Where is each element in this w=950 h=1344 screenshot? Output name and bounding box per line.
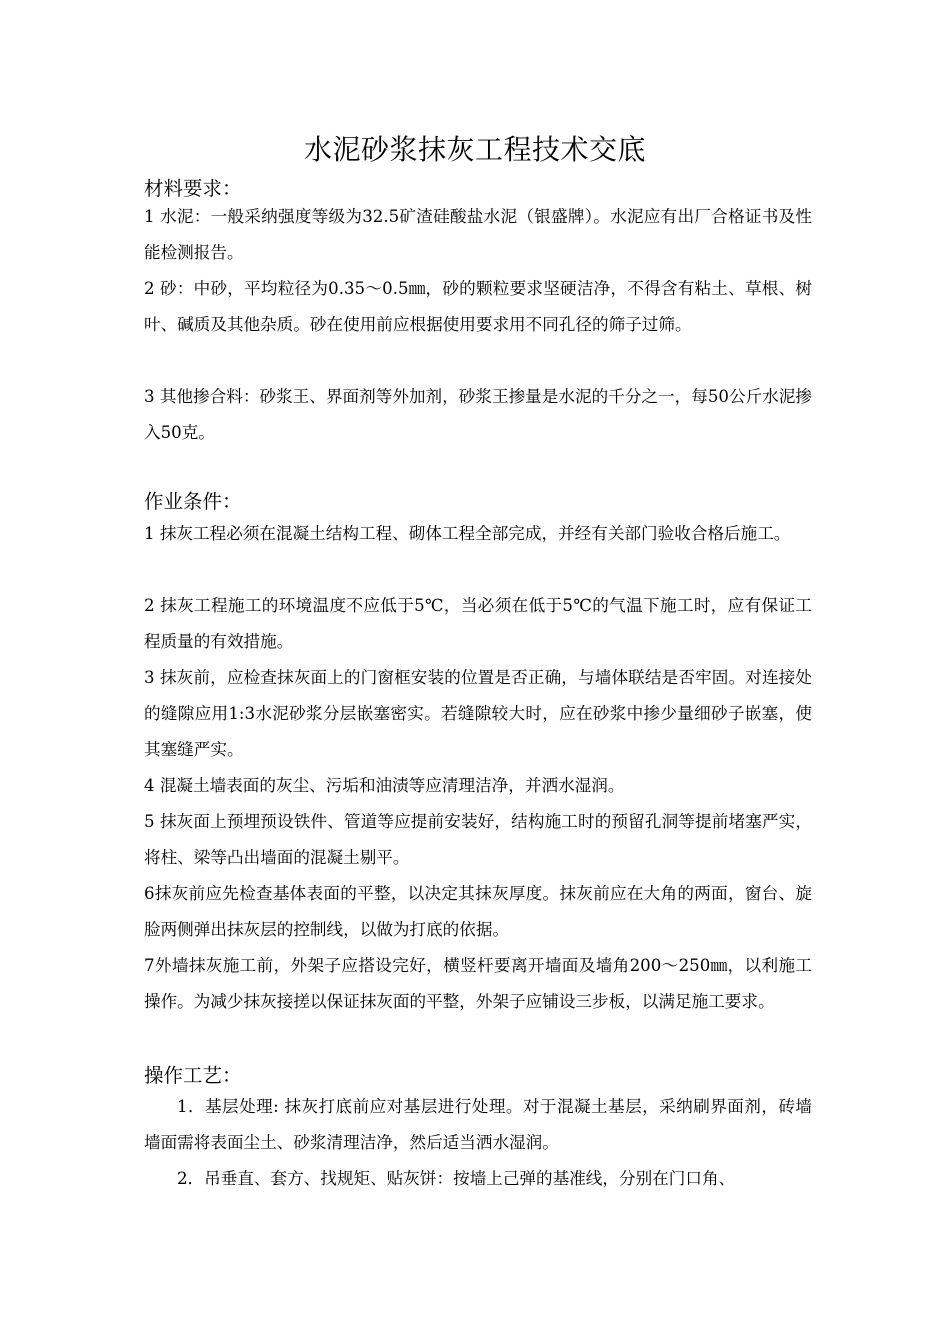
conditions-item-5: 5 抹灰面上预埋预设铁件、管道等应提前安装好，结构施工时的预留孔洞等提前堵塞严实，将柱、梁等凸出墙面的混凝土剔平。: [144, 812, 812, 867]
materials-item-2: 2 砂：中砂，平均粒径为0.35～0.5㎜，砂的颗粒要求坚硬洁净，不得含有粘土、草根、树叶、碱质及其他杂质。砂在使用前应根据使用要求用不同孔径的筛子过筛。: [144, 279, 812, 334]
section-heading-process: 操作工艺：: [144, 1064, 242, 1087]
materials-item-1: 1 水泥：一般采纳强度等级为32.5矿渣硅酸盐水泥（银盛牌）。水泥应有出厂合格证书及性能检测报告。: [144, 207, 812, 262]
conditions-item-1: 1 抹灰工程必须在混凝土结构工程、砌体工程全部完成，并经有关部门验收合格后施工。: [144, 524, 791, 543]
conditions-item-2: 2 抹灰工程施工的环境温度不应低于5℃，当必须在低于5℃的气温下施工时，应有保证工程质量的有效措施。: [144, 596, 812, 651]
section-heading-conditions: 作业条件：: [144, 490, 242, 513]
conditions-item-4: 4 混凝土墙表面的灰尘、污垢和油渍等应清理洁净，并洒水湿润。: [144, 776, 625, 795]
materials-item-3: 3 其他掺合料：砂浆王、界面剂等外加剂，砂浆王掺量是水泥的千分之一，每50公斤水泥掺入50克。: [144, 387, 812, 442]
section-heading-materials: 材料要求：: [144, 177, 242, 200]
process-item-1: 1．基层处理: 抹灰打底前应对基层进行处理。对于混凝土基层，采纳刷界面剂，砖墙墙面需将表面尘土、砂浆清理洁净，然后适当洒水湿润。: [144, 1097, 812, 1152]
document-title: 水泥砂浆抹灰工程技术交底: [303, 133, 646, 166]
conditions-item-7: 7外墙抹灰施工前，外架子应搭设完好，横竖杆要离开墙面及墙角200～250㎜，以利施工操作。为减少抹灰接搓以保证抹灰面的平整，外架子应铺设三步板，以满足施工要求。: [144, 956, 812, 1011]
conditions-item-3: 3 抹灰前，应检查抹灰面上的门窗框安装的位置是否正确，与墙体联结是否牢固。对连接处的缝隙应用1:3水泥砂浆分层嵌塞密实。若缝隙较大时，应在砂浆中掺少量细砂子嵌塞，使其塞缝严实。: [144, 668, 812, 759]
conditions-item-6: 6抹灰前应先检查基体表面的平整，以决定其抹灰厚度。抹灰前应在大角的两面，窗台、旋脸两侧弹出抹灰层的控制线，以做为打底的依据。: [144, 884, 812, 939]
process-item-2: 2．吊垂直、套方、找规矩、贴灰饼：按墙上己弹的基准线，分别在门口角、: [177, 1169, 736, 1188]
